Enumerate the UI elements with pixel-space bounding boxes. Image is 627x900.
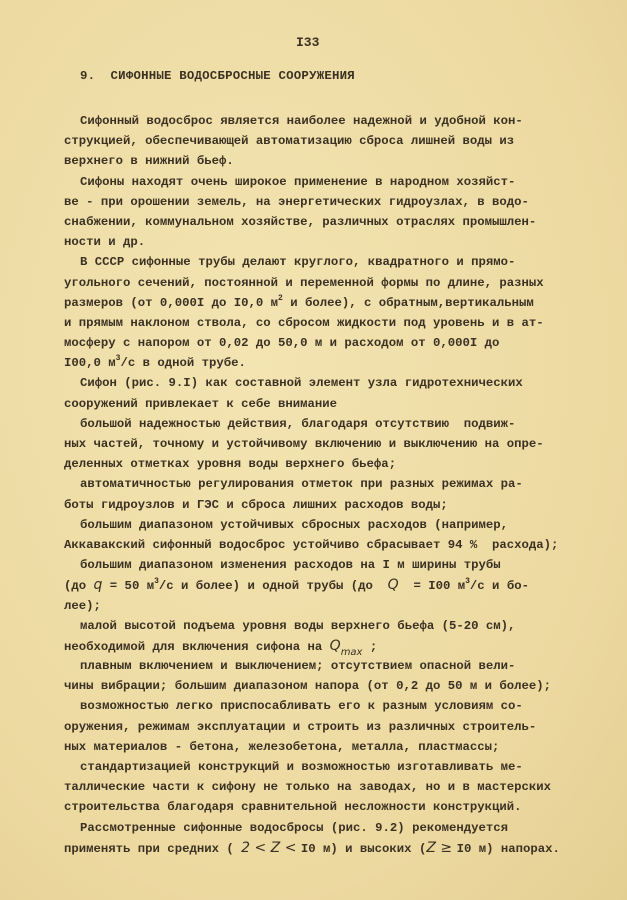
text-line [0,777,627,797]
math-symbol: 2 < Z < [241,839,301,856]
text-segment: Сифонный водосброс является наиболее надежной и удобной кон- [80,114,523,128]
text-segment: I0 м) напорах. [456,841,560,856]
text-segment: боты гидроузлов и ГЭС и сброса лишних расходов воды; [64,497,448,512]
text-segment: чины вибрации; большим диапазоном напора (от 0,2 до 50 м и более); [64,679,552,694]
text-segment: = 50 м [102,579,155,594]
text-segment: малой высотой подъема уровня воды верхнего бьефа (5-20 см), [80,618,516,633]
text-line [0,676,627,696]
text-segment: /с и бо- [469,579,529,594]
text-segment: размеров (от 0,000I до I0,0 м [64,295,279,310]
text-segment: большой надежностью действия, благодаря отсутствию подвиж- [80,416,516,431]
text-line [0,333,627,353]
text-line [0,151,627,171]
text-line [0,575,627,595]
text-segment: верхнего в нижний бьеф. [64,154,234,169]
text-line [0,232,627,252]
text-line [0,192,627,212]
text-line [0,838,627,858]
section-heading: 9. СИФОННЫЕ ВОДОСБРОСНЫЕ СООРУЖЕНИЯ [80,69,355,83]
text-segment: Сифоны находят очень широкое применение в народном хозяйст- [80,174,516,189]
body-text [0,111,627,858]
text-line [0,212,627,232]
text-segment: (до [64,579,94,594]
text-segment: автоматичностью регулирования отметок при разных режимах ра- [80,477,523,492]
text-line [0,111,627,131]
text-line [0,555,627,575]
text-line [0,172,627,192]
text-segment: строительства благодаря сравнительной несложности конструкций. [64,800,522,815]
text-line [0,616,627,636]
text-segment: I0 м) и высоких ( [300,841,427,856]
text-segment: ности и др. [64,235,146,250]
text-segment: В СССР сифонные трубы делают круглого, квадратного и прямо- [80,255,516,270]
text-line [0,293,627,313]
text-segment: Сифон (рис. 9.I) как составной элемент узла гидротехнических [80,376,523,391]
text-segment: Рассмотренные сифонные водосбросы (рис. 9.2) рекомендуется [80,820,509,835]
math-symbol: Z ≥ [426,839,457,856]
text-segment: струкцией, обеспечивающей автоматизацию сброса лишней воды из [64,134,515,149]
text-segment: ве - при орошении земель, на энергетических гидроузлах, в водо- [64,194,529,209]
text-segment: возможностью легко приспосабливать его к разным условиям со- [80,699,523,714]
text-segment: большим диапазоном изменения расходов на I м ширины трубы [80,558,501,573]
text-segment: оружения, режимам эксплуатации и строить из различных строитель- [64,719,537,734]
text-segment: /с и более) и одной трубы (до [158,579,388,594]
text-line [0,495,627,515]
text-line [0,696,627,716]
text-line [0,636,627,656]
page-number: I33 [296,35,320,50]
text-line [0,414,627,434]
text-segment: стандартизацией конструкций и возможностью изготавливать ме- [80,760,523,774]
text-line [0,273,627,293]
superscript: 3 [115,354,121,364]
math-symbol: q [93,577,103,594]
math-symbol: Q [387,577,399,594]
text-segment: I00,0 м [64,356,116,371]
text-segment: угольного сечений, постоянной и переменной формы по длине, разных [64,275,544,290]
text-segment: снабжении, коммунальном хозяйстве, различных отраслях промышлен- [64,214,537,229]
text-segment: необходимой для включения сифона на [64,639,330,654]
text-line [0,252,627,272]
text-line [0,797,627,817]
text-line [0,434,627,454]
text-line [0,757,627,777]
text-line [0,353,627,373]
text-line [0,313,627,333]
text-segment: плавным включением и выключением; отсутствием опасной вели- [80,659,516,674]
text-segment: и прямым наклоном ствола, со сбросом жидкости под уровень и в ат- [64,315,544,330]
text-line [0,535,627,555]
text-segment: Аккавакский сифонный водосброс устойчиво сбрасывает 94 % расхода); [64,537,559,552]
text-segment: и более), с обратным,вертикальным [282,295,534,310]
text-segment: таллические части к сифону не только на заводах, но и в мастерских [64,780,552,795]
text-segment: большим диапазоном устойчивых сбросных расходов (например, [80,517,509,532]
text-segment: = I00 м [398,579,466,594]
text-line [0,131,627,151]
text-line [0,474,627,494]
superscript: 2 [278,293,283,303]
text-segment: /с в одной трубе. [120,356,246,371]
text-line [0,656,627,676]
text-line [0,737,627,757]
text-line [0,717,627,737]
math-symbol: Q [329,637,341,654]
text-segment: мосферу с напором от 0,02 до 50,0 м и расходом от 0,000I до [64,336,500,351]
superscript: 3 [465,577,470,587]
text-segment: сооружений привлекает к себе внимание [64,396,338,411]
text-line [0,454,627,474]
text-segment: применять при средних ( [64,841,242,856]
text-segment: ных материалов - бетона, железобетона, металла, пластмассы; [64,739,500,754]
text-segment: деленных отметках уровня воды верхнего бьефа; [64,457,397,472]
text-segment: лее); [64,598,101,613]
math-symbol: max [340,646,363,658]
text-line [0,394,627,414]
text-line [0,596,627,616]
superscript: 3 [154,577,159,587]
text-line [0,515,627,535]
text-segment: ных частей, точному и устойчивому включению и выключению на опре- [64,437,544,451]
text-segment: ; [362,639,378,654]
text-line [0,818,627,838]
text-line [0,373,627,393]
